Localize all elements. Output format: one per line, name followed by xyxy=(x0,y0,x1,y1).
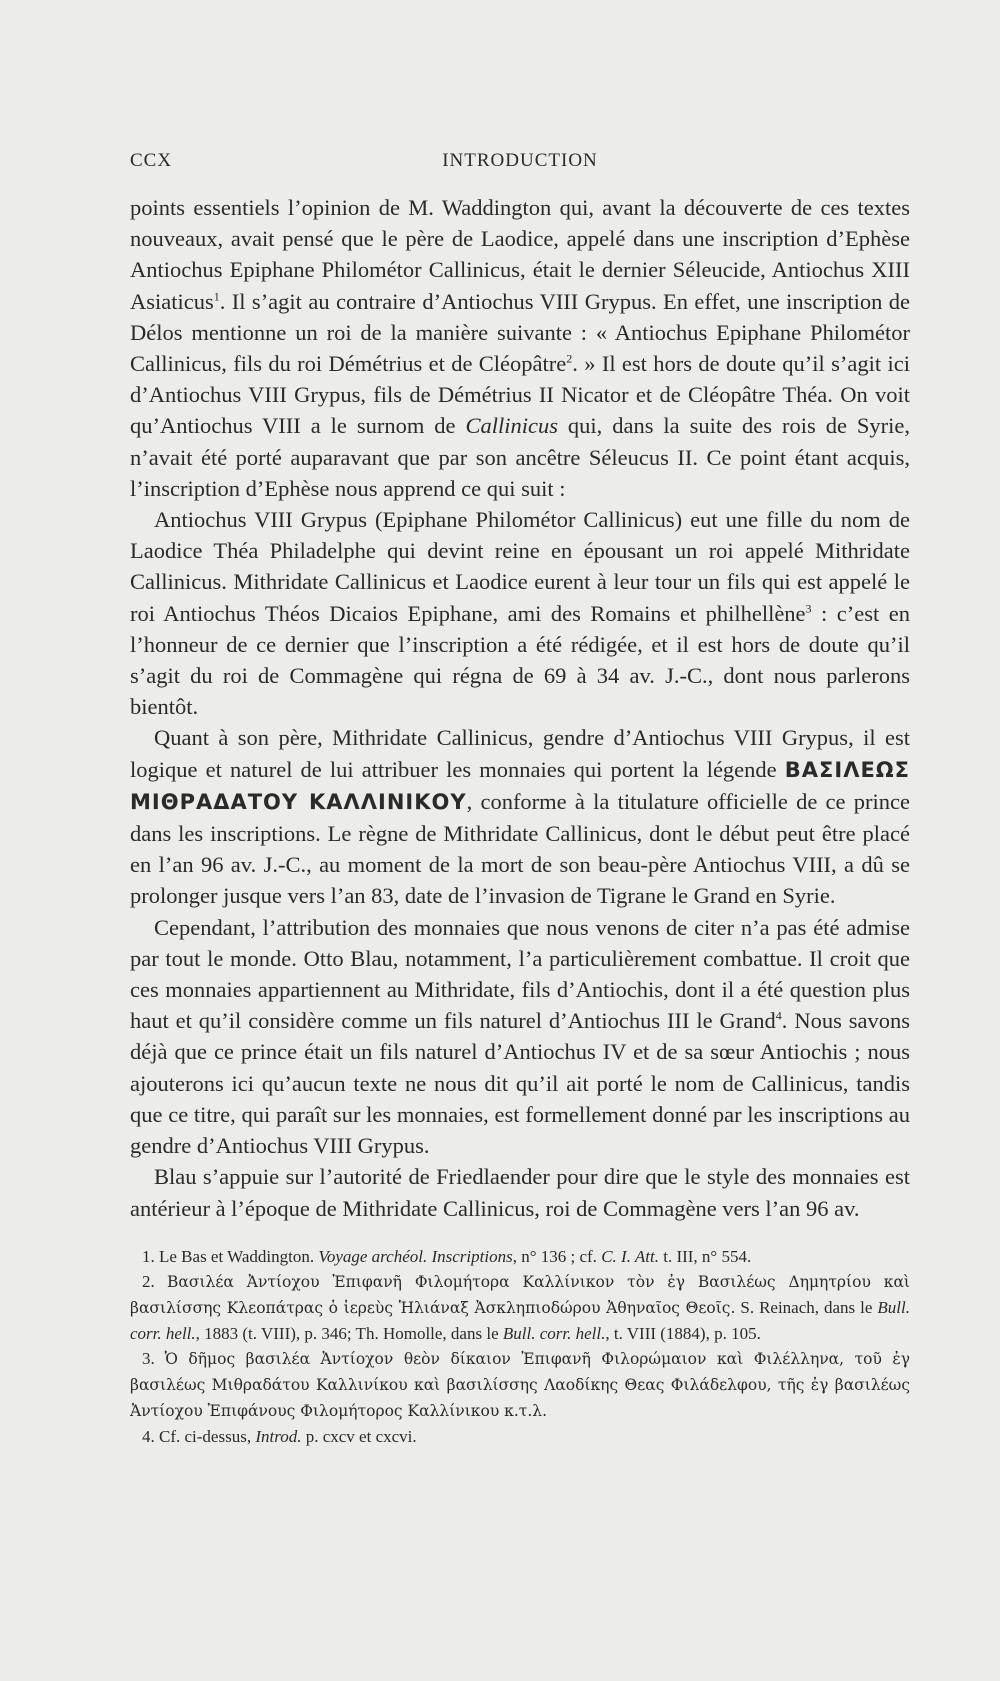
text-span: Quant à son père, Mithridate Callinicus, gendre d’Antiochus VIII Grypus, il est logique et naturel de lui attribuer les monnaies qui portent la légende xyxy=(130,725,910,782)
footnote-2 xyxy=(130,1269,910,1346)
footnote-4 xyxy=(130,1424,910,1449)
text-span: : c’est en l’honneur de ce dernier que l’inscription a été rédigée, et il est hors de doute qu’il s’agit du roi de Commagène qui régna de 69 à 34 av. J.-C., dont nous parlerons bientôt. xyxy=(130,600,910,720)
greek-text: Βασιλέα Ἀντίοχου Ἐπιφανῆ Φιλομήτορα Καλλίνικον τὸν ἐγ Βασιλέως Δημητρίου καὶ βασιλίσσης Κλεοπάτρας ὁ ἱερεὺς Ἡλιάναξ Ἀσκληπιοδώρου Ἀθηναῖος Θεοῖς. xyxy=(130,1273,911,1317)
coin-legend: ΒΑΣΙΛΕΩΣ ΜΙΘΡΑΔΑΤΟΥ ΚΑΛΛΙΝΙΚΟΥ xyxy=(130,757,910,814)
text-span: 4. Cf. ci-dessus, xyxy=(142,1427,256,1446)
italic-text: Bull. corr. hell. xyxy=(130,1298,910,1343)
paragraph xyxy=(130,722,910,911)
text-span: p. cxcv et cxcvi. xyxy=(301,1427,417,1446)
text-span: 1. Le Bas et Waddington. xyxy=(142,1247,319,1266)
text-span: . Nous savons déjà que ce prince était un fils naturel d’Antiochus IV et de sa sœur Antiochis ; nous ajouterons ici qu’aucun texte ne nous dit qu’il ait porté le nom de Callinicus, tandis que ce titre, qui paraît sur les monnaies, est formellement donné par les inscriptions au gendre d’Antiochus VIII Grypus. xyxy=(130,1008,910,1159)
footnote-ref: 4 xyxy=(775,1008,782,1023)
text-span: . Il s’agit au contraire d’Antiochus VIII Grypus. En effet, une inscription de Délos mentionne un roi de la manière suivante : « Antiochus Epiphane Philométor Callinicus, fils du roi Démétrius et de Cléopâtre xyxy=(130,288,910,377)
text-span: Antiochus VIII Grypus (Epiphane Philométor Callinicus) eut une fille du nom de Laodice Théa Philadelphe qui devint reine en épousant un roi appelé Mithridate Callinicus. Mithridate Callinicus et Laodice eurent à leur tour un fils qui est appelé le roi Antiochus Théos Dicaios Epiphane, ami des Romains et philhellène xyxy=(130,507,910,626)
paragraph xyxy=(130,192,910,504)
text-span: 2. xyxy=(142,1272,167,1291)
text-span: Blau s’appuie sur l’autorité de Friedlaender pour dire que le style des monnaies est antérieur à l’époque de Mithridate Callinicus, roi de Commagène vers l’an 96 av. xyxy=(130,1164,910,1221)
text-span: points essentiels l’opinion de M. Waddington qui, avant la découverte de ces textes nouveaux, avait pensé que le père de Laodice, appelé dans une inscription d’Ephèse Antiochus Epiphane Philométor Callinicus, était le dernier Séleucide, Antiochus XIII Asiaticus xyxy=(130,195,910,314)
text-span: , conforme à la titulature officielle de ce prince dans les inscriptions. Le règne de Mithridate Callinicus, dont le début peut être placé en l’an 96 av. J.-C., au moment de la mort de son beau-père Antiochus VIII, a dû se prolonger jusque vers l’an 83, date de l’invasion de Tigrane le Grand en Syrie. xyxy=(130,788,910,909)
footnotes xyxy=(130,1244,910,1449)
italic-text: Voyage archéol. Inscriptions xyxy=(318,1247,513,1266)
text-span: , 1883 (t. VIII), p. 346; Th. Homolle, dans le xyxy=(195,1324,503,1343)
paragraph xyxy=(130,504,910,722)
page-number: CCX xyxy=(130,150,173,171)
footnote-ref: 2 xyxy=(566,351,573,366)
italic-text: Bull. corr. hell. xyxy=(502,1324,606,1343)
main-text xyxy=(130,192,910,1224)
footnote-1 xyxy=(130,1244,910,1269)
paragraph xyxy=(130,912,910,1162)
footnote-ref: 3 xyxy=(805,601,812,616)
text-span: , n° 136 ; cf. xyxy=(512,1247,602,1266)
greek-text: Ὁ δῆμος βασιλέα Ἀντίοχον θεὸν δίκαιον Ἐπιφανῆ Φιλορώμαιον καὶ Φιλέλληνα, τοῦ ἐγ βασιλέως Μιθραδάτου Καλλινίκου καὶ βασιλίσσης Λαοδίκης Θεας Φιλάδελφου, τῆς ἐγ βασιλέως Ἀντίοχου Ἐπιφάνους Φιλομήτορος Καλλίνικου κ.τ.λ. xyxy=(130,1350,911,1420)
footnote-3 xyxy=(130,1346,910,1424)
italic-text: Introd. xyxy=(255,1427,302,1446)
text-span: 3. xyxy=(142,1349,165,1368)
italic-text: C. I. Att. xyxy=(601,1247,659,1266)
text-span: , t. VIII (1884), p. 105. xyxy=(605,1324,761,1343)
footnote-ref: 1 xyxy=(213,289,220,304)
text-span: t. III, n° 554. xyxy=(658,1247,752,1266)
paragraph xyxy=(130,1161,910,1223)
running-title: INTRODUCTION xyxy=(442,150,598,171)
text-span: . » Il est hors de doute qu’il s’agit ici d’Antiochus VIII Grypus, fils de Démétrius II Nicator et de Cléopâtre Théa. On voit qu’Antiochus VIII a le surnom de xyxy=(130,351,910,439)
text-span: Cependant, l’attribution des monnaies que nous venons de citer n’a pas été admise par tout le monde. Otto Blau, notamment, l’a particulièrement combattue. Il croit que ces monnaies appartiennent au Mithridate, fils d’Antiochis, dont il a été question plus haut et qu’il considère comme un fils naturel d’Antiochus III le Grand xyxy=(130,914,910,1034)
italic-text: Callinicus xyxy=(465,413,558,439)
text-span: S. Reinach, dans le xyxy=(735,1298,878,1317)
running-head xyxy=(130,150,910,180)
text-span: qui, dans la suite des rois de Syrie, n’avait été porté auparavant que par son ancêtre Séleucus II. Ce point étant acquis, l’inscription d’Ephèse nous apprend ce qui suit : xyxy=(130,413,910,501)
